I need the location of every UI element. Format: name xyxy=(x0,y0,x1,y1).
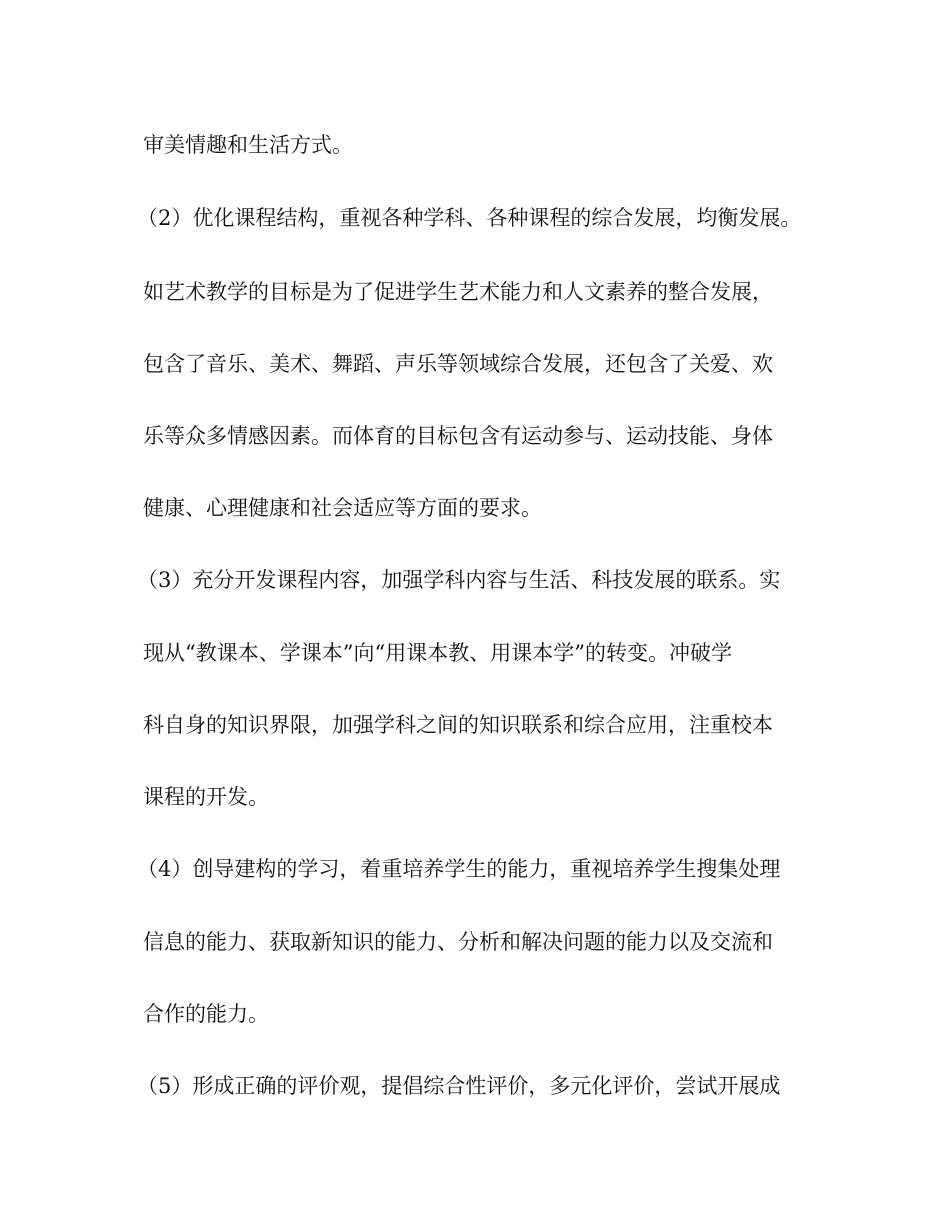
text-line: 科自身的知识界限，加强学科之间的知识联系和综合应用，注重校本 xyxy=(143,713,773,737)
text-line: 健康、心理健康和社会适应等方面的要求。 xyxy=(143,496,542,520)
text-line: 现从“教课本、学课本”向“用课本教、用课本学”的转变。冲破学 xyxy=(143,641,732,665)
text-line: 课程的开发。 xyxy=(143,785,269,809)
text-line: 包含了音乐、美术、舞蹈、声乐等领域综合发展，还包含了关爱、欢 xyxy=(143,352,773,376)
list-item-2: （2）优化课程结构，重视各种学科、各种课程的综合发展，均衡发展。 xyxy=(137,206,802,230)
list-item-4: （4）创导建构的学习，着重培养学生的能力，重视培养学生搜集处理 xyxy=(137,857,781,881)
text-line: 合作的能力。 xyxy=(143,1002,269,1026)
list-item-5: （5）形成正确的评价观，提倡综合性评价，多元化评价，尝试开展成 xyxy=(137,1074,781,1098)
text-line: 信息的能力、获取新知识的能力、分析和解决问题的能力以及交流和 xyxy=(143,930,773,954)
text-line: 审美情趣和生活方式。 xyxy=(143,133,353,157)
list-item-3: （3）充分开发课程内容，加强学科内容与生活、科技发展的联系。实 xyxy=(137,568,781,592)
text-line: 如艺术教学的目标是为了促进学生艺术能力和人文素养的整合发展， xyxy=(143,280,773,304)
text-line: 乐等众多情感因素。而体育的目标包含有运动参与、运动技能、身体 xyxy=(143,424,773,448)
